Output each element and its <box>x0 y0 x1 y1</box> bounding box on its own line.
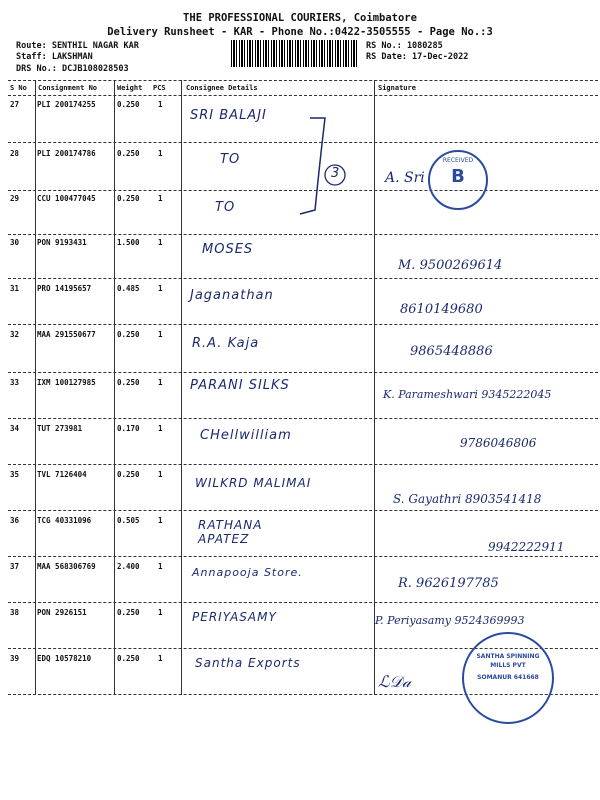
signature-handwriting: 9942222911 <box>488 540 565 554</box>
pcs-cell: 1 <box>158 516 163 525</box>
route-label: Route: SENTHIL NAGAR KAR <box>16 41 139 51</box>
runsheet-subtitle: Delivery Runsheet - KAR - Phone No.:0422-3505555 - Page No.:3 <box>107 26 493 38</box>
sno-cell: 37 <box>10 562 20 571</box>
consignee-handwriting: CHellwilliam <box>200 428 292 443</box>
pcs-cell: 1 <box>158 284 163 293</box>
pcs-cell: 1 <box>158 424 163 433</box>
row-divider <box>8 556 598 557</box>
consignment-cell: PLI 200174255 <box>37 100 96 109</box>
pcs-cell: 1 <box>158 562 163 571</box>
stamp-letter: B <box>451 166 465 187</box>
weight-cell: 0.250 <box>117 330 140 339</box>
pcs-cell: 1 <box>158 100 163 109</box>
consignee-handwriting: PARANI SILKS <box>190 378 290 393</box>
sno-cell: 30 <box>10 238 20 247</box>
staff-label: Staff: LAKSHMAN <box>16 52 93 62</box>
weight-cell: 0.250 <box>117 654 140 663</box>
sno-cell: 29 <box>10 194 20 203</box>
stamp-sub: SOMANUR 641668 <box>477 674 539 681</box>
mill-stamp <box>462 632 554 724</box>
signature-handwriting: 9865448886 <box>410 344 493 359</box>
weight-cell: 0.250 <box>117 149 140 158</box>
pcs-cell: 1 <box>158 608 163 617</box>
sno-cell: 32 <box>10 330 20 339</box>
consignment-cell: TUT 273981 <box>37 424 83 433</box>
consignment-cell: MAA 568306769 <box>37 562 96 571</box>
pcs-cell: 1 <box>158 238 163 247</box>
consignee-handwriting: Santha Exports <box>195 656 301 670</box>
pcs-cell: 1 <box>158 470 163 479</box>
consignee-handwriting: R.A. Kaja <box>192 336 260 351</box>
pcs-cell: 1 <box>158 654 163 663</box>
header-signature: Signature <box>378 84 416 92</box>
row-divider <box>8 324 598 325</box>
stamp-text: RECEIVED <box>442 157 474 164</box>
consignee-handwriting: Annapooja Store. <box>192 566 303 579</box>
sno-cell: 34 <box>10 424 20 433</box>
header-sno: S No <box>10 84 27 92</box>
consignment-cell: IXM 100127985 <box>37 378 96 387</box>
pcs-cell: 1 <box>158 378 163 387</box>
row-divider <box>8 372 598 373</box>
row-divider <box>8 418 598 419</box>
signature-handwriting: 9786046806 <box>460 436 537 450</box>
sno-cell: 35 <box>10 470 20 479</box>
weight-cell: 0.250 <box>117 378 140 387</box>
consignee-handwriting: RATHANA APATEZ <box>198 518 263 546</box>
consignment-cell: PRO 14195657 <box>37 284 92 293</box>
sno-cell: 31 <box>10 284 20 293</box>
consignee-handwriting: WILKRD MALIMAI <box>195 476 312 490</box>
header-pcs: PCS <box>153 84 166 92</box>
table-border-top <box>8 80 598 81</box>
bracket-stroke <box>300 118 325 214</box>
signature-handwriting: P. Periyasamy 9524369993 <box>375 614 525 627</box>
weight-cell: 0.250 <box>117 100 140 109</box>
sno-cell: 39 <box>10 654 20 663</box>
weight-cell: 0.485 <box>117 284 140 293</box>
bracket-mark <box>290 110 360 220</box>
consignee-handwriting: SRI BALAJI <box>190 108 267 123</box>
weight-cell: 0.250 <box>117 194 140 203</box>
signature-handwriting: M. 9500269614 <box>398 258 503 273</box>
consignment-cell: PLI 200174786 <box>37 149 96 158</box>
row-divider <box>8 278 598 279</box>
header-weight: Weight <box>117 84 143 92</box>
weight-cell: 2.400 <box>117 562 140 571</box>
consignment-cell: PON 9193431 <box>37 238 87 247</box>
runsheet-title: THE PROFESSIONAL COURIERS, Coimbatore <box>183 12 417 24</box>
row-divider <box>8 464 598 465</box>
consignment-cell: PON 2926151 <box>37 608 87 617</box>
sno-cell: 36 <box>10 516 20 525</box>
table-header-divider <box>8 95 598 96</box>
consignment-cell: EDQ 10578210 <box>37 654 92 663</box>
drs-label: DRS No.: DCJB108028503 <box>16 64 129 74</box>
sno-cell: 27 <box>10 100 20 109</box>
row-divider <box>8 602 598 603</box>
consignee-handwriting: TO <box>220 152 241 167</box>
barcode <box>231 40 357 67</box>
weight-cell: 1.500 <box>117 238 140 247</box>
consignment-cell: CCU 100477045 <box>37 194 96 203</box>
pcs-cell: 1 <box>158 194 163 203</box>
row-divider <box>8 234 598 235</box>
received-stamp <box>428 150 488 210</box>
weight-cell: 0.170 <box>117 424 140 433</box>
sno-cell: 33 <box>10 378 20 387</box>
stamp-text: SANTHA SPINNING MILLS PVT <box>476 653 540 669</box>
weight-cell: 0.505 <box>117 516 140 525</box>
weight-cell: 0.250 <box>117 608 140 617</box>
pcs-cell: 1 <box>158 330 163 339</box>
consignment-cell: MAA 291550677 <box>37 330 96 339</box>
rs-no-label: RS No.: 1080285 <box>366 41 443 51</box>
rs-date-label: RS Date: 17-Dec-2022 <box>366 52 469 62</box>
consignee-handwriting: MOSES <box>202 242 254 257</box>
signature-handwriting: K. Parameshwari 9345222045 <box>383 388 552 401</box>
consignee-handwriting: Jaganathan <box>190 288 274 303</box>
sno-cell: 28 <box>10 149 20 158</box>
header-consignee: Consignee Details <box>186 84 258 92</box>
signature-handwriting: S. Gayathri 8903541418 <box>393 492 542 506</box>
signature-scribble: ℒ𝒟𝒶 <box>378 672 412 691</box>
signature-handwriting: 8610149680 <box>400 302 483 317</box>
header-consignment-no: Consignment No <box>38 84 98 92</box>
consignment-cell: TCG 40331096 <box>37 516 92 525</box>
consignment-cell: TVL 7126404 <box>37 470 87 479</box>
row-divider <box>8 510 598 511</box>
signature-handwriting: A. Sri <box>385 170 425 186</box>
signature-handwriting: R. 9626197785 <box>398 576 499 591</box>
consignee-handwriting: TO <box>215 200 236 215</box>
sno-cell: 38 <box>10 608 20 617</box>
bracket-number: 3 <box>331 166 340 181</box>
pcs-cell: 1 <box>158 149 163 158</box>
weight-cell: 0.250 <box>117 470 140 479</box>
consignee-handwriting: PERIYASAMY <box>192 610 277 624</box>
